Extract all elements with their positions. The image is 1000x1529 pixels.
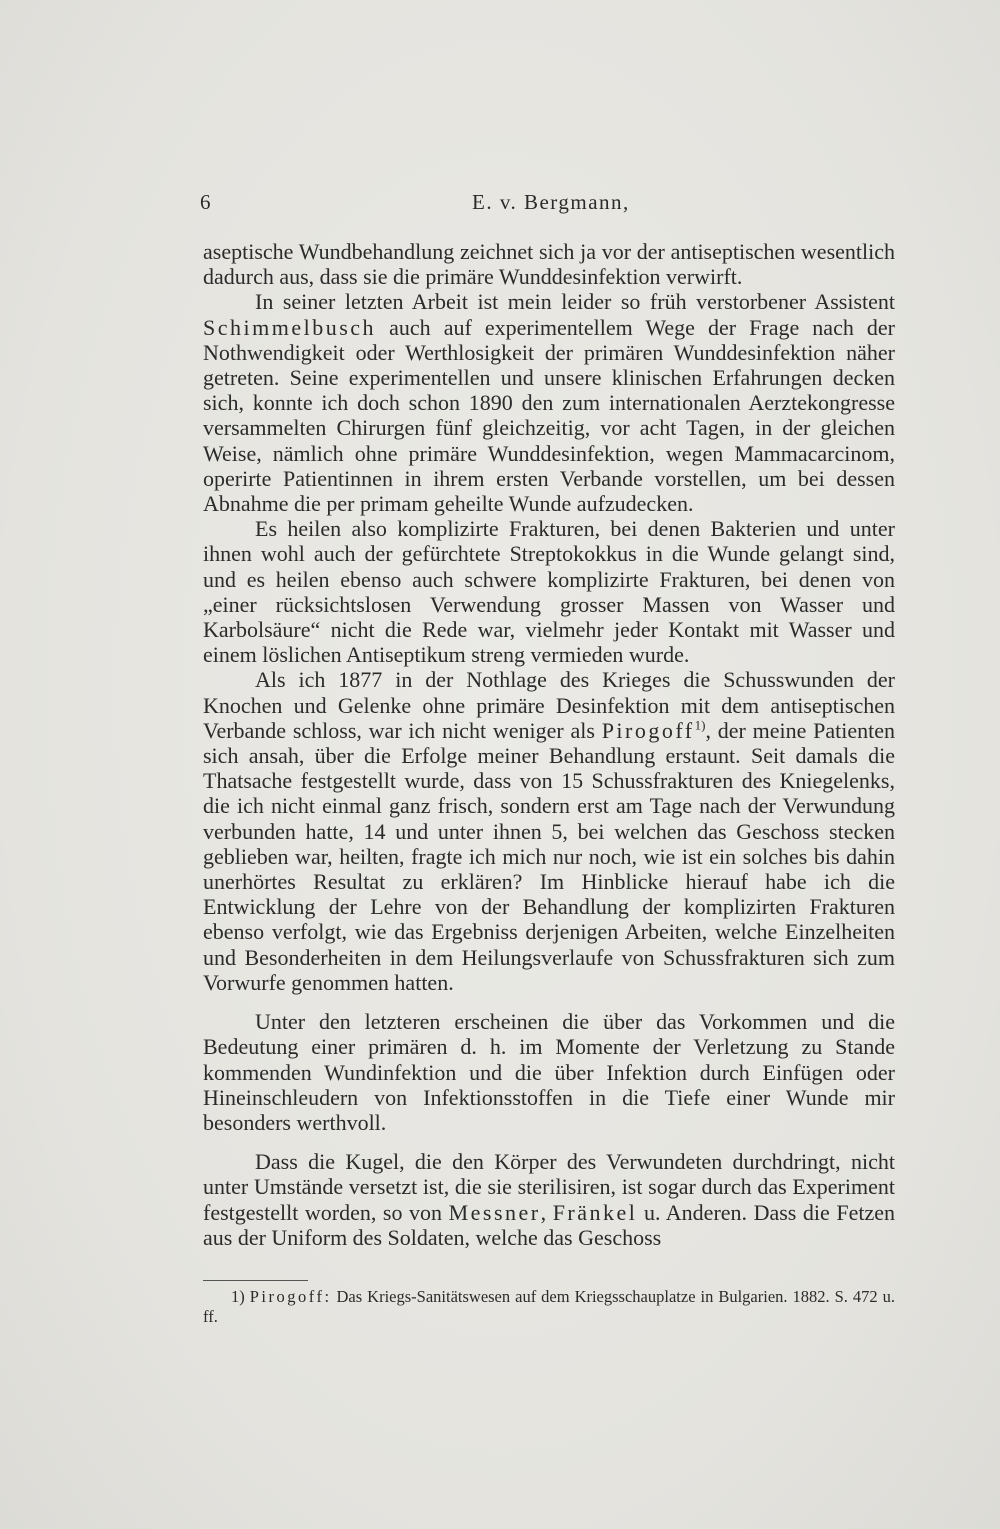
paragraph-3-text: Es heilen also komplizirte Frakturen, bei denen Bakterien und unter ihnen wohl auch der gefürchtete Streptokokkus in die Wunde gelangt sind, und es heilen ebenso auch schwere komplizirte Frakturen, bei denen von „einer rücksichtslosen Verwendung grosser Massen von Wasser und Karbolsäure“ nicht die Rede war, vielmehr jeder Kontakt mit Wasser und einem löslichen Antiseptikum streng vermieden wurde. xyxy=(203,516,895,668)
paragraph-3 xyxy=(203,516,895,667)
footnote-author: Pirogoff: xyxy=(249,1287,332,1306)
author-name-messner: Messner xyxy=(448,1199,541,1225)
paragraph-4-text-b: , der meine Patienten sich ansah, über die Erfolge meiner Behandlung erstaunt. Seit damals die Thatsache festgestellt wurde, dass von 15 Schussfrakturen des Kniegelenks, die ich nicht einmal ganz frisch, sondern erst am Tage nach der Verwundung verbunden hatte, 14 und unter ihnen 5, bei welchen das Geschoss stecken geblieben war, heilten, fragte ich mich nur noch, wie ist ein solches bis dahin unerhörtes Resultat zu erklären? Im Hinblicke hierauf habe ich die Entwicklung der Lehre von der Behandlung der komplizirten Frakturen ebenso verfolgt, wie das Ergebniss derjenigen Arbeiten, welche Einzelheiten und Besonderheiten in dem Heilungsverlaufe von Schussfrakturen sich zum Vorwurfe genommen hatten. xyxy=(203,717,895,995)
paragraph-5-text: Unter den letzteren erscheinen die über das Vorkommen und die Bedeutung einer primären d. h. im Momente der Verletzung zu Stande kommenden Wundinfektion und die über Infektion durch Einfügen oder Hineinschleudern von Infektionsstoffen in die Tiefe einer Wunde mir besonders werthvoll. xyxy=(203,1009,895,1135)
paragraph-2-text-b: auch auf experimentellem Wege der Frage nach der Nothwendigkeit oder Werthlosigkeit der primären Wunddesinfektion näher getreten. Seine experimentellen und unsere klinischen Erfahrungen decken sich, konnte ich doch schon 1890 den zum internationalen Aerztekongresse versammelten Chirurgen fünf gleichzeitig, vor acht Tagen, in der gleichen Weise, nämlich ohne primäre Wunddesinfektion, wegen Mammacarcinom, operirte Patientinnen in ihrem ersten Verbande vorstellen, um bei dessen Abnahme die per primam geheilte Wunde aufzudecken. xyxy=(203,314,895,517)
paragraph-1 xyxy=(203,239,895,289)
author-name-pirogoff: Pirogoff xyxy=(601,717,695,743)
page-header xyxy=(200,190,890,220)
running-head: E. v. Bergmann, xyxy=(472,190,630,214)
footnote-reference: 1) xyxy=(694,717,706,733)
paragraph-4-text-a: Als ich 1877 in der Nothlage des Krieges die Schusswunden der Knochen und Gelenke ohne primäre Desinfektion mit dem antiseptischen Verbande schloss, war ich nicht weniger als xyxy=(203,667,895,743)
paragraph-6-text-a: Dass die Kugel, die den Körper des Verwundeten durchdringt, nicht unter Umstände versetzt ist, die sie sterilisiren, ist sogar durch das Experiment festgestellt worden, so von xyxy=(203,1149,895,1225)
footnote-text: Das Kriegs-Sanitätswesen auf dem Kriegsschauplatze in Bulgarien. 1882. S. 472 u. ff. xyxy=(203,1287,896,1326)
paragraph-5 xyxy=(203,1009,895,1135)
author-name-fraenkel: Fränkel xyxy=(552,1199,638,1225)
body-text xyxy=(203,239,895,1250)
footnote xyxy=(203,1287,895,1327)
paragraph-6-text-b: u. Anderen. Dass die Fetzen aus der Uniform des Soldaten, welche das Geschoss xyxy=(203,1199,895,1250)
paragraph-6-separator: , xyxy=(540,1199,553,1225)
author-name-schimmelbusch: Schimmelbusch xyxy=(203,314,377,340)
paragraph-6 xyxy=(203,1149,895,1250)
paragraph-4 xyxy=(203,667,895,995)
footnote-marker: 1) xyxy=(231,1287,245,1306)
paragraph-1-text: aseptische Wundbehandlung zeichnet sich ja vor der antiseptischen wesentlich dadurch aus, dass sie die primäre Wunddesinfektion verwirft. xyxy=(203,239,895,290)
footnote-rule xyxy=(203,1280,308,1281)
paragraph-2 xyxy=(203,289,895,516)
paragraph-2-text-a: In seiner letzten Arbeit ist mein leider so früh verstorbener Assistent xyxy=(255,289,895,315)
page-number: 6 xyxy=(200,190,211,214)
